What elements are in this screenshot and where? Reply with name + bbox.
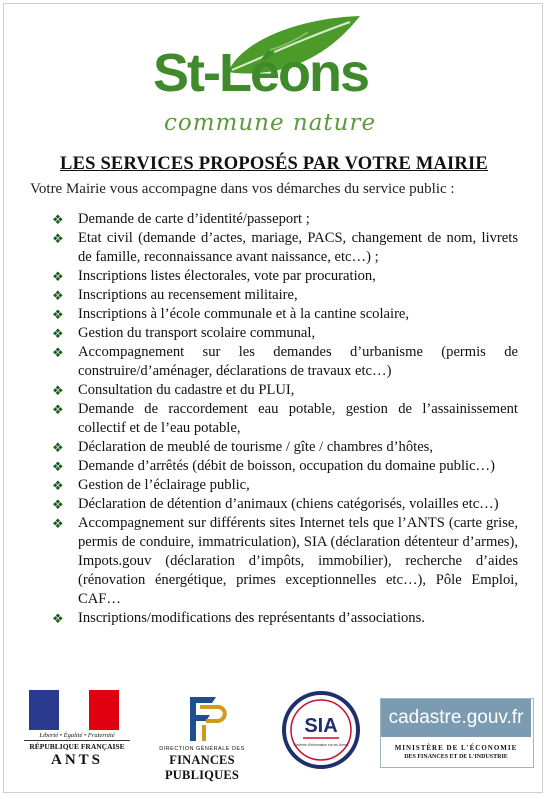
service-item bbox=[52, 286, 518, 305]
service-item bbox=[52, 457, 518, 476]
diamond-bullet-icon: ❖ bbox=[52, 402, 64, 417]
service-text: Demande d’arrêtés (débit de boisson, occupation du domaine public…) bbox=[78, 458, 496, 474]
diamond-bullet-icon: ❖ bbox=[52, 288, 64, 303]
service-text: Gestion du transport scolaire communal, bbox=[78, 325, 316, 341]
brand-name: St-Léons bbox=[153, 43, 369, 103]
service-item bbox=[52, 514, 518, 609]
diamond-bullet-icon: ❖ bbox=[52, 497, 64, 512]
service-item bbox=[52, 229, 518, 267]
ants-label: ANTS bbox=[50, 752, 103, 768]
diamond-bullet-icon: ❖ bbox=[52, 345, 64, 360]
cadastre-logo bbox=[380, 698, 534, 768]
intro-text: Votre Mairie vous accompagne dans vos démarches du service public : bbox=[30, 181, 455, 197]
service-text: Inscriptions/modifications des représentants d’associations. bbox=[78, 610, 425, 626]
ministere-line2: DES FINANCES ET DE L'INDUSTRIE bbox=[404, 754, 508, 760]
dgfip-logo bbox=[134, 693, 270, 782]
service-text: Consultation du cadastre et du PLUI, bbox=[78, 382, 295, 398]
sia-logo bbox=[281, 690, 361, 770]
service-text: Inscriptions listes électorales, vote par procuration, bbox=[78, 268, 376, 284]
service-text: Déclaration de détention d’animaux (chiens catégorisés, volailles etc…) bbox=[78, 496, 499, 512]
page-title: LES SERVICES PROPOSÉS PAR VOTRE MAIRIE bbox=[60, 154, 488, 174]
service-text: Déclaration de meublé de tourisme / gîte / chambres d’hôtes, bbox=[78, 439, 433, 455]
ministere-line1: MINISTÈRE DE L'ÉCONOMIE bbox=[394, 744, 518, 752]
service-text: Gestion de l’éclairage public, bbox=[78, 477, 250, 493]
service-text: Accompagnement sur différents sites Internet tels que l’ANTS (carte grise, permis de conduire, immatriculation), SIA (déclaration détenteur d’armes), Impots.gouv (déclaration d’impôts, immobilier), recherche d’aides (rénovation énergétique, primes exceptionnelles etc…), Pôle Emploi, CAF… bbox=[78, 515, 518, 607]
diamond-bullet-icon: ❖ bbox=[52, 383, 64, 398]
dgfip-line2: FINANCES PUBLIQUES bbox=[164, 753, 240, 782]
service-item bbox=[52, 381, 518, 400]
service-item bbox=[52, 324, 518, 343]
service-item bbox=[52, 210, 518, 229]
brand-tagline: commune nature bbox=[164, 110, 377, 136]
dgfip-line1: DIRECTION GÉNÉRALE DES bbox=[159, 746, 245, 752]
diamond-bullet-icon: ❖ bbox=[52, 611, 64, 626]
diamond-bullet-icon: ❖ bbox=[52, 231, 64, 246]
diamond-bullet-icon: ❖ bbox=[52, 440, 64, 455]
service-item bbox=[52, 267, 518, 286]
service-item bbox=[52, 495, 518, 514]
diamond-bullet-icon: ❖ bbox=[52, 269, 64, 284]
service-item bbox=[52, 305, 518, 324]
diamond-bullet-icon: ❖ bbox=[52, 459, 64, 474]
services-list bbox=[52, 210, 518, 628]
dgfip-emblem-icon bbox=[134, 693, 270, 745]
service-text: Demande de raccordement eau potable, gestion de l’assainissement collectif et de l’eau potable, bbox=[78, 401, 518, 436]
diamond-bullet-icon: ❖ bbox=[52, 516, 64, 531]
republique-francaise-ants-logo bbox=[24, 690, 130, 770]
service-item bbox=[52, 476, 518, 495]
diamond-bullet-icon: ❖ bbox=[52, 478, 64, 493]
french-flag-icon bbox=[29, 690, 119, 730]
service-item bbox=[52, 609, 518, 628]
service-item bbox=[52, 400, 518, 438]
service-text: Etat civil (demande d’actes, mariage, PACS, changement de nom, livrets de famille, reconnaissance avant naissance, etc…) ; bbox=[78, 230, 518, 265]
service-text: Inscriptions au recensement militaire, bbox=[78, 287, 298, 303]
sia-label: SIA bbox=[304, 715, 338, 737]
rf-name: RÉPUBLIQUE FRANÇAISE bbox=[24, 740, 130, 751]
diamond-bullet-icon: ❖ bbox=[52, 326, 64, 341]
diamond-bullet-icon: ❖ bbox=[52, 307, 64, 322]
service-text: Demande de carte d’identité/passeport ; bbox=[78, 211, 310, 227]
service-text: Inscriptions à l’école communale et à la cantine scolaire, bbox=[78, 306, 410, 322]
service-item bbox=[52, 343, 518, 381]
diamond-bullet-icon: ❖ bbox=[52, 212, 64, 227]
sia-subtitle: Système d'Information sur les Armes bbox=[293, 743, 349, 747]
cadastre-label: cadastre.gouv.fr bbox=[381, 699, 531, 737]
service-text: Accompagnement sur les demandes d’urbanisme (permis de construire/d’aménager, déclarations de travaux etc…) bbox=[78, 344, 518, 379]
service-item bbox=[52, 438, 518, 457]
rf-motto: Liberté • Égalité • Fraternité bbox=[39, 732, 115, 739]
